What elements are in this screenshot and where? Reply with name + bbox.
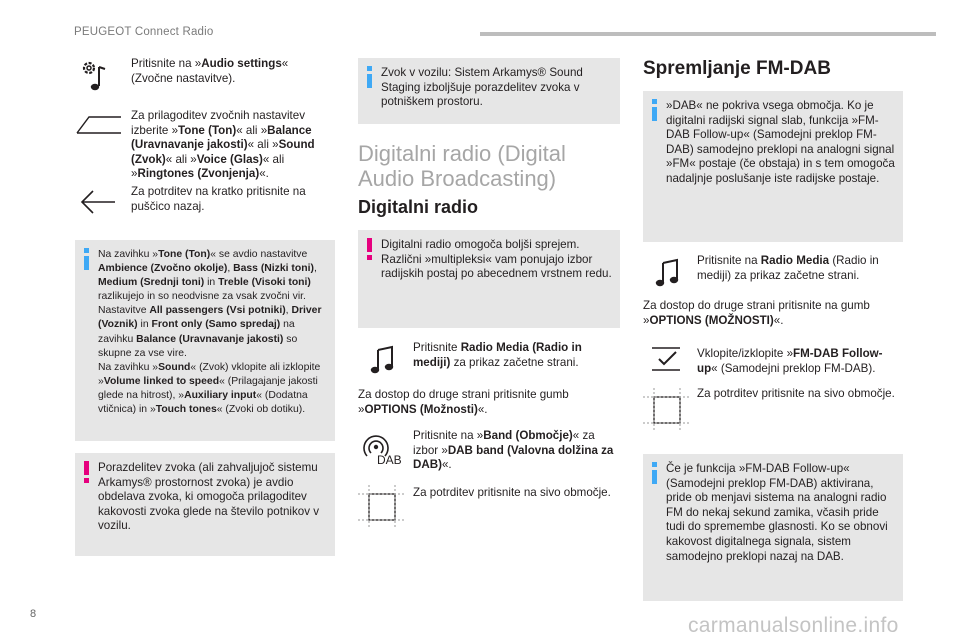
audio-settings-instruction: Pritisnite na »Audio settings« (Zvočne nastavitve). — [131, 57, 289, 85]
music-note-icon — [370, 344, 396, 374]
tone-select-instruction: Za prilagoditev zvočnih nastavitev izberite »Tone (Ton)« ali »Balance (Uravnavanje jakosti)« ali »Sound (Zvok)« ali »Voice (Glas)« ali »Ringtones (Zvonjenja)«. — [131, 109, 315, 181]
info-note-follow-up-text: Če je funkcija »FM-DAB Follow-up« (Samodejni preklop FM-DAB) aktivirana, pride ob menjavi sistema na analogni radio FM do nekaj sekund zamika, včasih pride tudi do spremembe glasnosti. Ko se obnovi kakovost digitalnega signala, sistem samodejno preklopi nazaj na DAB. — [666, 462, 888, 563]
warning-note-digital-radio-text: Digitalni radio omogoča boljši sprejem. Različni »multipleksi« vam ponujajo izbor radijskih postaj po abecednem vrstnem redu. — [381, 238, 612, 281]
radio-media-instruction: Pritisnite Radio Media (Radio in mediji) za prikaz začetne strani. — [413, 341, 582, 369]
section-title-fm-dab: Spremljanje FM-DAB — [643, 58, 831, 79]
follow-up-toggle-instruction: Vklopite/izklopite »FM-DAB Follow-up« (Samodejni preklop FM-DAB). — [697, 347, 883, 375]
back-instruction: Za potrditev na kratko pritisnite na puščico nazaj. — [131, 185, 306, 213]
options-instruction-fm: Za dostop do druge strani pritisnite na gumb »OPTIONS (MOŽNOSTI)«. — [643, 299, 870, 327]
music-settings-icon — [80, 60, 106, 94]
warning-icon — [367, 238, 372, 260]
options-instruction: Za dostop do druge strani pritisnite gumb »OPTIONS (Možnosti)«. — [358, 388, 569, 416]
subtitle-digital-radio: Digitalni radio — [358, 197, 479, 217]
page-number: 8 — [30, 608, 37, 620]
manual-header-title: PEUGEOT Connect Radio — [74, 26, 214, 38]
info-note-dab-coverage-text: »DAB« ne pokriva vsega območja. Ko je digitalni radijski signal slab, funkcija »FM-DAB Follow-up« (Samodejni preklop FM-DAB) samodejno preklopi na analogni signal »FM« postaje (če obstaja) in s tem omogoča nadaljnje poslušanje iste radijske postaje. — [666, 99, 895, 185]
info-note-tone-text: Na zavihku »Tone (Ton)« se avdio nastavitve Ambience (Zvočno okolje), Bass (Nizki toni), Medium (Srednji toni) in Treble (Visoki toni) razlikujejo in so neodvisne za vsak zvočni vir. Nastavitve All passengers (Vsi potniki), Driver (Voznik) in Front only (Samo spredaj) na zavihku Balance (Uravnavanje jakosti) so skupne za vse vire. Na zavihku »Sound« (Zvok) vklopite ali izklopite »Volume linked to speed« (Prilagajanje jakosti glede na hitrost), »Auxiliary input« (Dodatna vtičnica) in »Touch tones« (Zvoki ob dotiku). — [98, 249, 322, 416]
confirm-grey-area-instruction: Za potrditev pritisnite na sivo območje. — [413, 486, 611, 499]
music-note-icon — [655, 257, 681, 287]
band-instruction: Pritisnite na »Band (Območje)« za izbor »DAB band (Valovna dolžina za DAB)«. — [413, 429, 614, 472]
warning-note-digital-radio — [358, 230, 620, 328]
grey-area-icon — [643, 388, 691, 432]
checkbox-icon — [650, 344, 688, 374]
info-note-sound-staging — [358, 58, 620, 124]
warning-icon — [84, 461, 89, 483]
info-note-tone — [75, 240, 335, 441]
info-note-sound-staging-text: Zvok v vozilu: Sistem Arkamys® Sound Staging izboljšuje porazdelitev zvoka v potniškem prostoru. — [381, 66, 583, 109]
watermark: carmanualsonline.info — [688, 614, 899, 637]
info-icon — [84, 248, 89, 270]
info-note-follow-up — [643, 454, 903, 601]
warning-note-arkamys-text: Porazdelitev zvoka (ali zahvaljujoč sistemu Arkamys® prostornost zvoka) je avdio obdelava zvoka, ki omogoča prilagoditev kakovosti zvoka glede na število potnikov v vozilu. — [98, 461, 320, 533]
info-icon — [367, 66, 372, 88]
section-title-digital-radio: Digitalni radio (Digital Audio Broadcasting) — [358, 141, 566, 191]
info-note-dab-coverage — [643, 91, 903, 242]
info-icon — [652, 462, 657, 484]
confirm-grey-area-instruction-fm: Za potrditev pritisnite na sivo območje. — [697, 387, 895, 400]
dab-label: DAB — [377, 453, 402, 467]
warning-note-arkamys — [75, 453, 335, 556]
info-icon — [652, 99, 657, 121]
dab-radio-icon — [360, 434, 404, 470]
grey-area-icon — [358, 485, 406, 529]
back-arrow-icon — [79, 189, 117, 215]
radio-media-instruction-fm: Pritisnite na Radio Media (Radio in mediji) za prikaz začetne strani. — [697, 254, 879, 282]
header-rule — [480, 32, 936, 36]
tone-sliders-icon — [75, 115, 123, 135]
